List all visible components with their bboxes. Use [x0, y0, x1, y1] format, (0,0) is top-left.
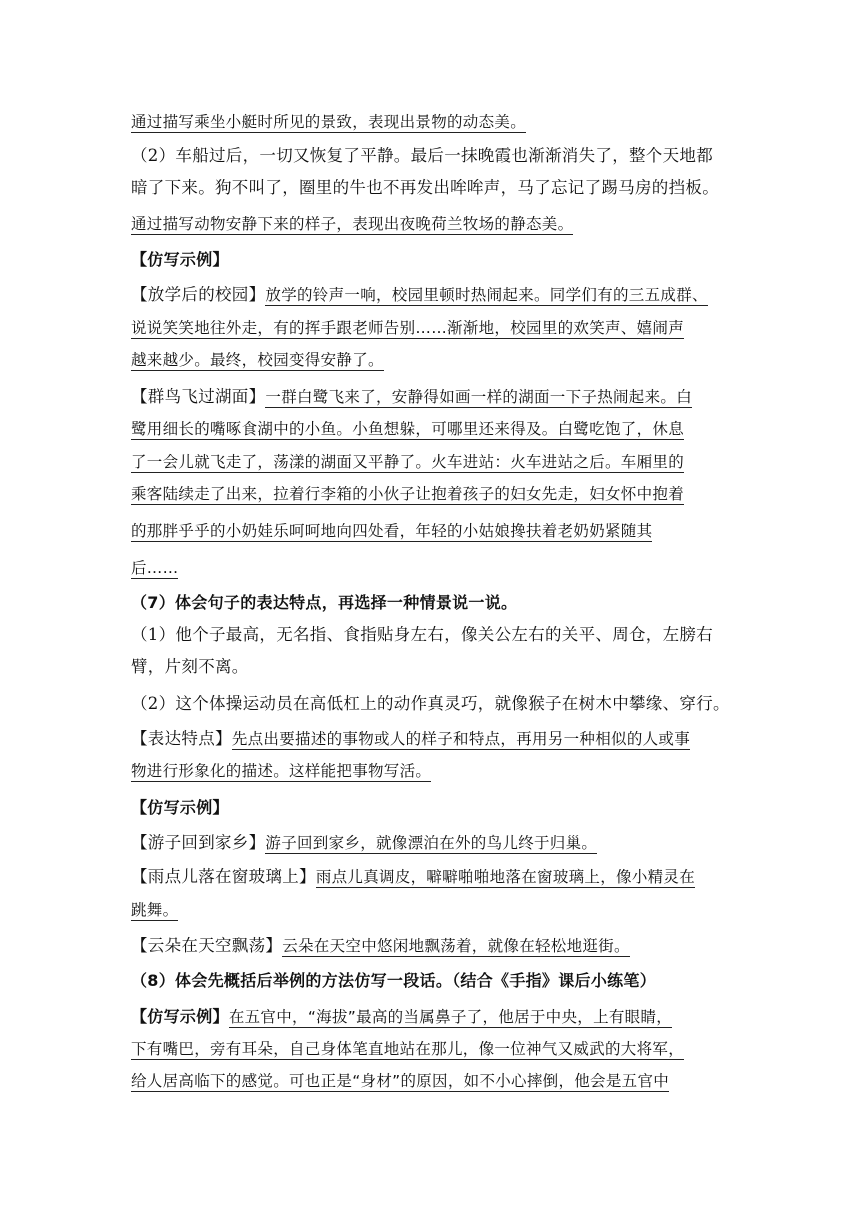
underlined-answer-text: 通过描写乘坐小艇时所见的景致，表现出景物的动态美。 [131, 113, 527, 131]
underlined-answer-text: 一群白鹭飞来了，安静得如画一样的湖面一下子热闹起来。白 [265, 388, 693, 406]
body-text: （2）车船过后，一切又恢复了平静。最后一抹晚霞也渐渐消失了，整个天地都 [131, 146, 713, 165]
text-line [131, 656, 249, 678]
text-line [131, 592, 517, 614]
text-line [131, 728, 690, 750]
text-line [131, 284, 708, 306]
text-line [131, 935, 630, 957]
heading-text: （7）体会句子的表达特点，再选择一种情景说一说。 [131, 593, 518, 612]
text-line [131, 1070, 669, 1092]
underlined-answer-text: 乘客陆续走了出来，拉着行李箱的小伙子让抱着孩子的妇女先走，妇女怀中抱着 [131, 485, 685, 503]
heading-text: （8）体会先概括后举例的方法仿写一段话。（结合《手指》课后小练笔） [131, 971, 657, 990]
text-line [131, 111, 526, 133]
body-text: （1）他个子最高，无名指、食指贴身左右，像关公左右的关平、周仓，左膀右 [131, 625, 713, 644]
body-text: 【表达特点】 [131, 729, 232, 748]
text-line [131, 1006, 672, 1028]
heading-text: 【仿写示例】 [131, 798, 229, 817]
heading-text: 【仿写示例】 [131, 1007, 229, 1026]
text-line [131, 386, 692, 408]
text-line [131, 866, 695, 888]
body-text: （2）这个体操运动员在高低杠上的动作真灵巧，就像猴子在树木中攀缘、穿行。 [131, 694, 730, 713]
underlined-answer-text: 先点出要描述的事物或人的样子和特点，再用另一种相似的人或事 [231, 730, 691, 748]
text-line [131, 317, 684, 339]
underlined-answer-text: 雨点儿真调皮，噼噼啪啪地落在窗玻璃上，像小精灵在 [315, 868, 696, 886]
body-text: 【云朵在天空飘荡】 [131, 936, 283, 955]
text-line [131, 832, 597, 854]
text-line [131, 693, 730, 715]
underlined-answer-text: 物进行形象化的描述。这样能把事物写活。 [131, 762, 432, 780]
heading-text: 【仿写示例】 [131, 250, 229, 269]
underlined-answer-text: 下有嘴巴，旁有耳朵，自己身体笔直地站在那儿，像一位神气又威武的大将军， [131, 1040, 685, 1058]
underlined-answer-text: 的那胖乎乎的小奶娃乐呵呵地向四处看，年轻的小姑娘搀扶着老奶奶紧随其 [131, 522, 653, 540]
underlined-answer-text: 火车进站之后。车厢里的 [510, 453, 685, 471]
underlined-answer-text: 越来越少。最终，校园变得安静了。 [131, 351, 384, 369]
text-line [131, 145, 713, 167]
text-line [131, 899, 178, 921]
text-line [131, 970, 656, 992]
text-line [131, 451, 684, 473]
text-line [131, 213, 573, 235]
text-line [131, 624, 713, 646]
body-text: 臂，片刻不离。 [131, 657, 249, 676]
underlined-answer-text: 云朵在天空中悠闲地飘荡着，就像在轻松地逛街。 [282, 937, 630, 955]
underlined-answer-text: 放学的铃声一响，校园里顿时热闹起来。同学们有的三五成群、 [265, 286, 708, 304]
text-line [131, 483, 684, 505]
underlined-answer-text: 后…… [131, 559, 179, 577]
body-text: 【群鸟飞过湖面】 [131, 387, 266, 406]
underlined-answer-text: 给人居高临下的感觉。可也正是“身材”的原因，如不小心摔倒，他会是五官中 [131, 1072, 670, 1090]
body-text: 【雨点儿落在窗玻璃上】 [131, 867, 316, 886]
underlined-answer-text: 游子回到家乡，就像漂泊在外的鸟儿终于归巢。 [265, 834, 598, 852]
text-line [131, 557, 178, 579]
underlined-answer-text: 通过描写动物安静下来的样子，表现出夜晚荷兰牧场的静态美。 [131, 215, 574, 233]
text-line [131, 760, 431, 782]
text-line [131, 797, 229, 819]
body-text: 【放学后的校园】 [131, 285, 266, 304]
text-line [131, 418, 684, 440]
text-line [131, 177, 719, 199]
underlined-answer-text: 了一会儿就飞走了，荡漾的湖面又平静了。火车进站： [131, 453, 511, 471]
text-line [131, 520, 652, 542]
text-line [131, 249, 229, 271]
body-text: 【游子回到家乡】 [131, 833, 266, 852]
underlined-answer-text: 鹭用细长的嘴啄食湖中的小鱼。小鱼想躲，可哪里还来得及。白鹭吃饱了，休息 [131, 420, 685, 438]
underlined-answer-text: 说说笑笑地往外走，有的挥手跟老师告别……渐渐地，校园里的欢笑声、嬉闹声 [131, 319, 685, 337]
body-text: 暗了下来。狗不叫了，圈里的牛也不再发出哞哞声，马了忘记了踢马房的挡板。 [131, 178, 719, 197]
underlined-answer-text: 在五官中，“海拔”最高的当属鼻子了，他居于中央，上有眼睛， [228, 1008, 673, 1026]
underlined-answer-text: 跳舞。 [131, 901, 179, 919]
text-line [131, 1038, 684, 1060]
text-line [131, 349, 384, 371]
